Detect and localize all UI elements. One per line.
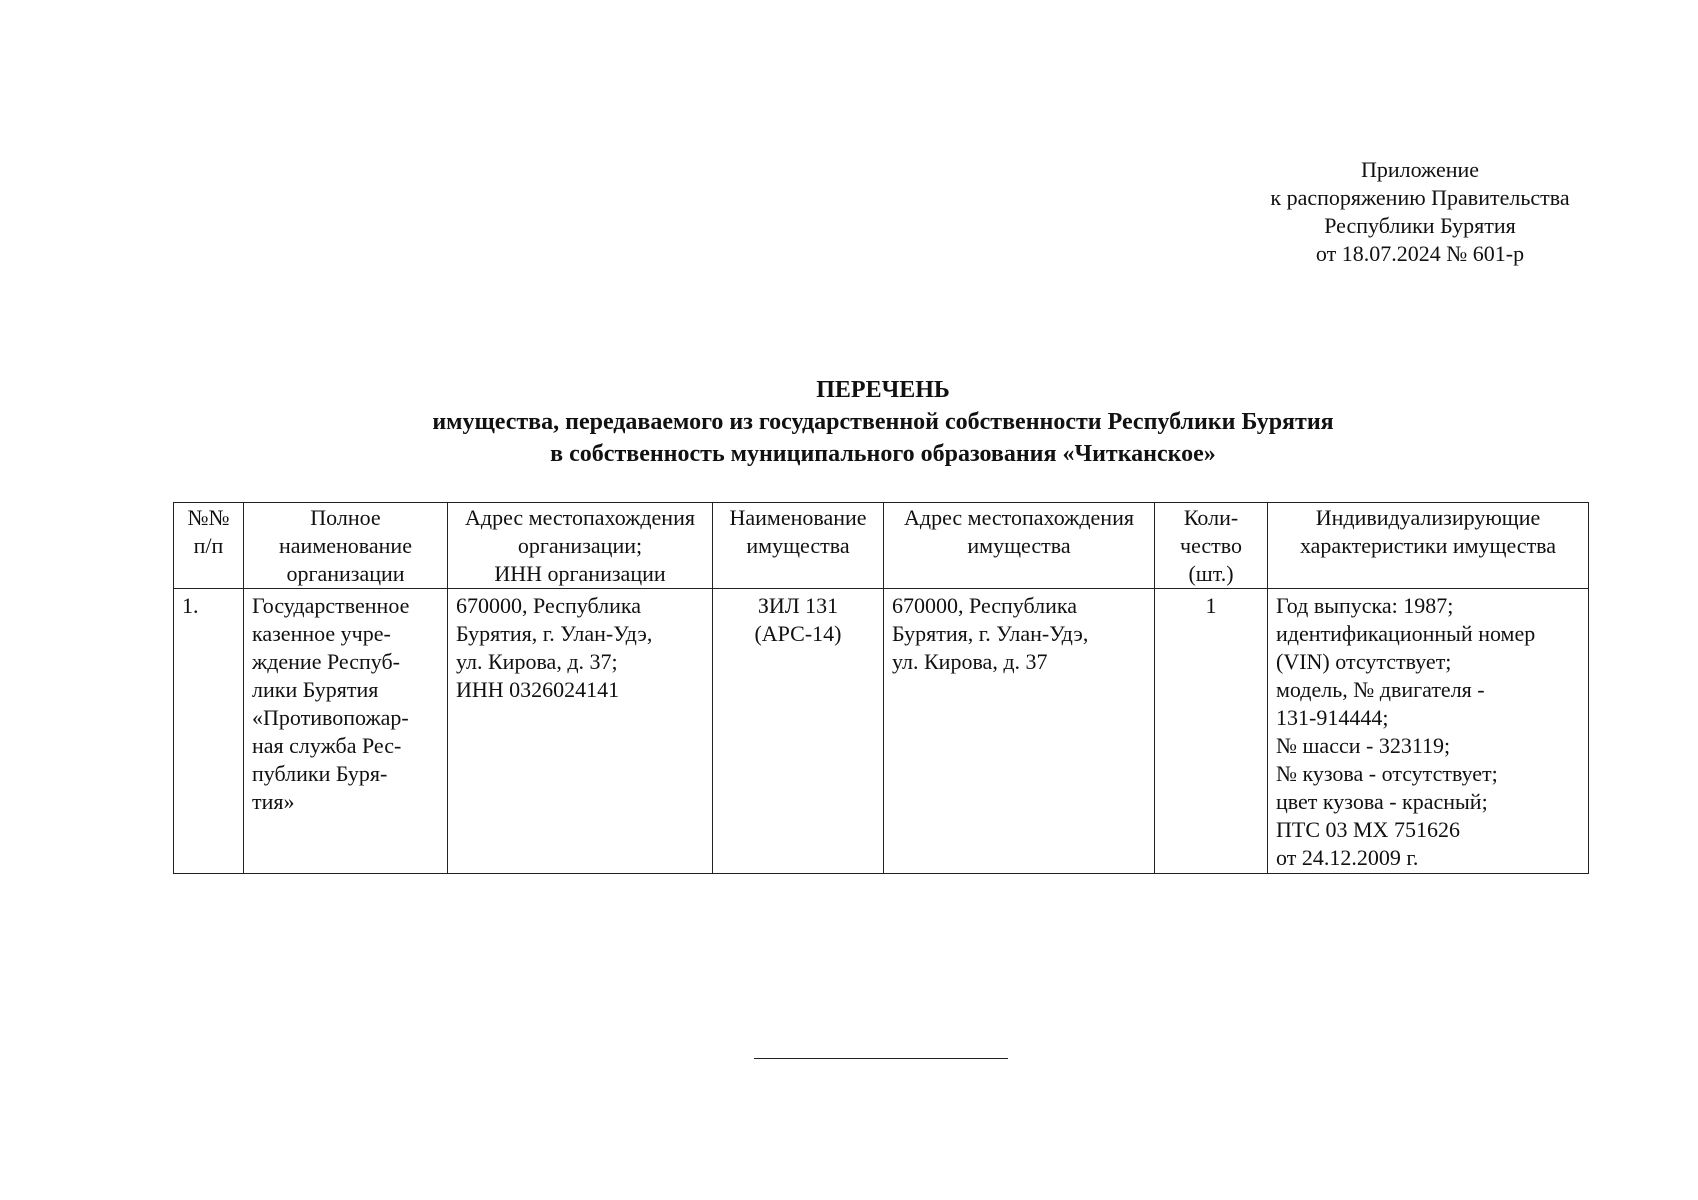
cell-characteristics: Год выпуска: 1987; идентификационный номер (VIN) отсутствует; модель, № двигателя - 131-914444; № шасси - 323119; № кузова - отсутствует; цвет кузова - красный; ПТС 03 МХ 751626 от 24.12.2009 г. bbox=[1268, 589, 1589, 874]
header-characteristics: Индивидуализирующие характеристики имущества bbox=[1268, 503, 1589, 589]
header-number: №№ п/п bbox=[174, 503, 244, 589]
appendix-line: Республики Бурятия bbox=[1324, 213, 1516, 238]
header-quantity: Коли- чество (шт.) bbox=[1155, 503, 1268, 589]
header-property-address: Адрес местопахождения имущества bbox=[884, 503, 1155, 589]
table-header-row bbox=[174, 503, 1589, 589]
document-title bbox=[0, 374, 1698, 470]
cell-number: 1. bbox=[174, 589, 244, 874]
appendix-block bbox=[1200, 156, 1640, 268]
header-org-name: Полное наименование организации bbox=[244, 503, 448, 589]
title-line-2: в собственность муниципального образования «Читканское» bbox=[550, 441, 1216, 467]
footer-divider bbox=[754, 1058, 1008, 1059]
property-table bbox=[173, 502, 1589, 874]
appendix-line: к распоряжению Правительства bbox=[1270, 185, 1570, 210]
title-line-1: имущества, передаваемого из государственной собственности Республики Бурятия bbox=[432, 409, 1334, 435]
appendix-line: от 18.07.2024 № 601-р bbox=[1315, 241, 1525, 266]
cell-property-name: ЗИЛ 131 (АРС-14) bbox=[713, 589, 884, 874]
table-row bbox=[174, 589, 1589, 874]
cell-org-name: Государственное казенное учре- ждение Респуб- лики Бурятия «Противопожар- ная служба Рес- публики Буря- тия» bbox=[244, 589, 448, 874]
appendix-line: Приложение bbox=[1360, 157, 1480, 182]
cell-property-address: 670000, Республика Бурятия, г. Улан-Удэ, ул. Кирова, д. 37 bbox=[884, 589, 1155, 874]
title-heading: ПЕРЕЧЕНЬ bbox=[816, 377, 950, 403]
header-org-address: Адрес местопахождения организации; ИНН организации bbox=[448, 503, 713, 589]
cell-org-address: 670000, Республика Бурятия, г. Улан-Удэ, ул. Кирова, д. 37; ИНН 0326024141 bbox=[448, 589, 713, 874]
header-property-name: Наименование имущества bbox=[713, 503, 884, 589]
cell-quantity: 1 bbox=[1155, 589, 1268, 874]
